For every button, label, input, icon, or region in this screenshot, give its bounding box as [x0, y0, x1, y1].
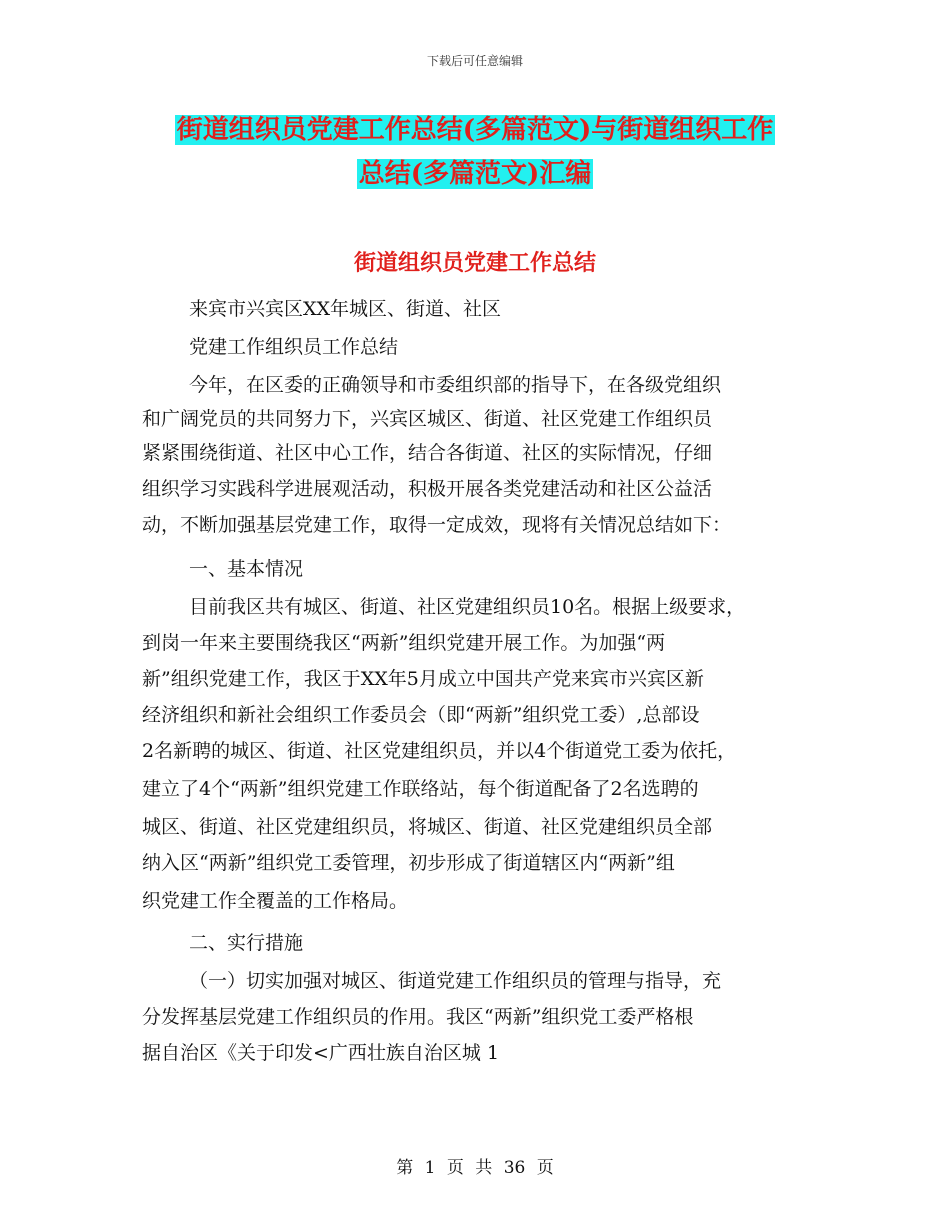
body-line: 目前我区共有城区、街道、社区党建组织员10名。根据上级要求，	[189, 596, 746, 618]
body-line: 据自治区《关于印发<广西壮族自治区城 1	[142, 1042, 500, 1064]
body-line: 分发挥基层党建工作组织员的作用。我区“两新”组织党工委严格根	[142, 1006, 694, 1028]
body-line: 建立了4个“两新”组织党建工作联络站，每个街道配备了2名选聘的	[142, 778, 699, 800]
section-subtitle: 街道组织员党建工作总结	[353, 250, 596, 276]
body-line: 一、基本情况	[189, 558, 304, 580]
body-line: 今年，在区委的正确领导和市委组织部的指导下，在各级党组织	[189, 374, 722, 396]
body-line: 动，不断加强基层党建工作，取得一定成效，现将有关情况总结如下：	[142, 514, 732, 536]
title-text-1: 街道组织员党建工作总结(多篇范文)与街道组织工作	[176, 115, 774, 145]
body-line: 来宾市兴宾区XX年城区、街道、社区	[189, 298, 502, 320]
body-line: 和广阔党员的共同努力下，兴宾区城区、街道、社区党建工作组织员	[142, 408, 713, 430]
body-line: （一）切实加强对城区、街道党建工作组织员的管理与指导，充	[189, 970, 722, 992]
title-text-2: 总结(多篇范文)汇编	[358, 159, 592, 189]
body-line: 党建工作组织员工作总结	[189, 336, 399, 358]
body-line: 织党建工作全覆盖的工作格局。	[142, 890, 409, 912]
body-line: 紧紧围绕街道、社区中心工作，结合各街道、社区的实际情况，仔细	[142, 442, 713, 464]
body-line: 纳入区“两新”组织党工委管理，初步形成了街道辖区内“两新”组	[142, 852, 675, 874]
body-line: 2名新聘的城区、街道、社区党建组织员，并以4个街道党工委为依托，	[142, 740, 737, 762]
body-line: 新”组织党建工作，我区于XX年5月成立中国共产党来宾市兴宾区新	[142, 668, 704, 690]
header-note: 下载后可任意编辑	[426, 54, 523, 68]
body-line: 到岗一年来主要围绕我区“两新”组织党建开展工作。为加强“两	[142, 632, 666, 654]
body-line: 城区、街道、社区党建组织员，将城区、街道、社区党建组织员全部	[142, 816, 713, 838]
body-line: 组织学习实践科学进展观活动，积极开展各类党建活动和社区公益活	[142, 478, 713, 500]
body-line: 经济组织和新社会组织工作委员会（即“两新”组织党工委）,总部设	[142, 704, 700, 726]
document-title-line-2	[0, 156, 950, 192]
body-line: 二、实行措施	[189, 932, 304, 954]
document-title-line-1	[0, 112, 950, 148]
page-footer: 第 1 页 共 36 页	[396, 1158, 554, 1178]
